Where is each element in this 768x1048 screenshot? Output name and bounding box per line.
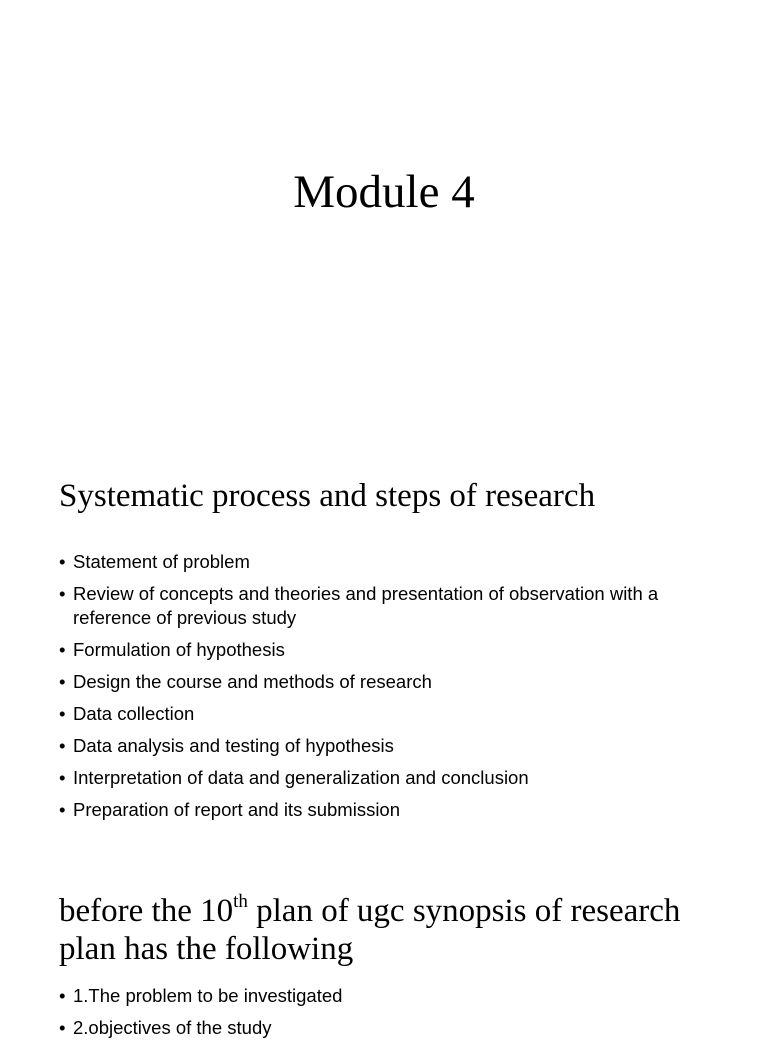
- synopsis-slide: [0, 864, 768, 1038]
- bullet-list: [59, 550, 719, 830]
- bullet-item: • Design the course and methods of research: [59, 670, 719, 694]
- heading-text: plan of ugc synopsis of research plan has the following: [59, 893, 681, 967]
- slide-heading: [59, 892, 739, 968]
- bullet-item: • Formulation of hypothesis: [59, 638, 719, 662]
- heading-text: before the 10: [59, 893, 234, 929]
- bullet-item: • Interpretation of data and generalization and conclusion: [59, 766, 719, 790]
- bullet-item: • 2.objectives of the study: [59, 1016, 719, 1040]
- bullet-item: • Data collection: [59, 702, 719, 726]
- module-title: Module 4: [293, 166, 475, 218]
- bullet-item: • Preparation of report and its submission: [59, 798, 719, 822]
- research-steps-slide: [0, 432, 768, 864]
- bullet-item: • Data analysis and testing of hypothesis: [59, 734, 719, 758]
- bullet-item: • Statement of problem: [59, 550, 719, 574]
- title-slide: [0, 0, 768, 432]
- bullet-item: • Review of concepts and theories and presentation of observation with a reference of previous study: [59, 582, 719, 630]
- bullet-list: [59, 984, 719, 1048]
- heading-superscript: th: [233, 891, 248, 912]
- bullet-item: • 1.The problem to be investigated: [59, 984, 719, 1008]
- slide-heading: Systematic process and steps of research: [59, 478, 596, 514]
